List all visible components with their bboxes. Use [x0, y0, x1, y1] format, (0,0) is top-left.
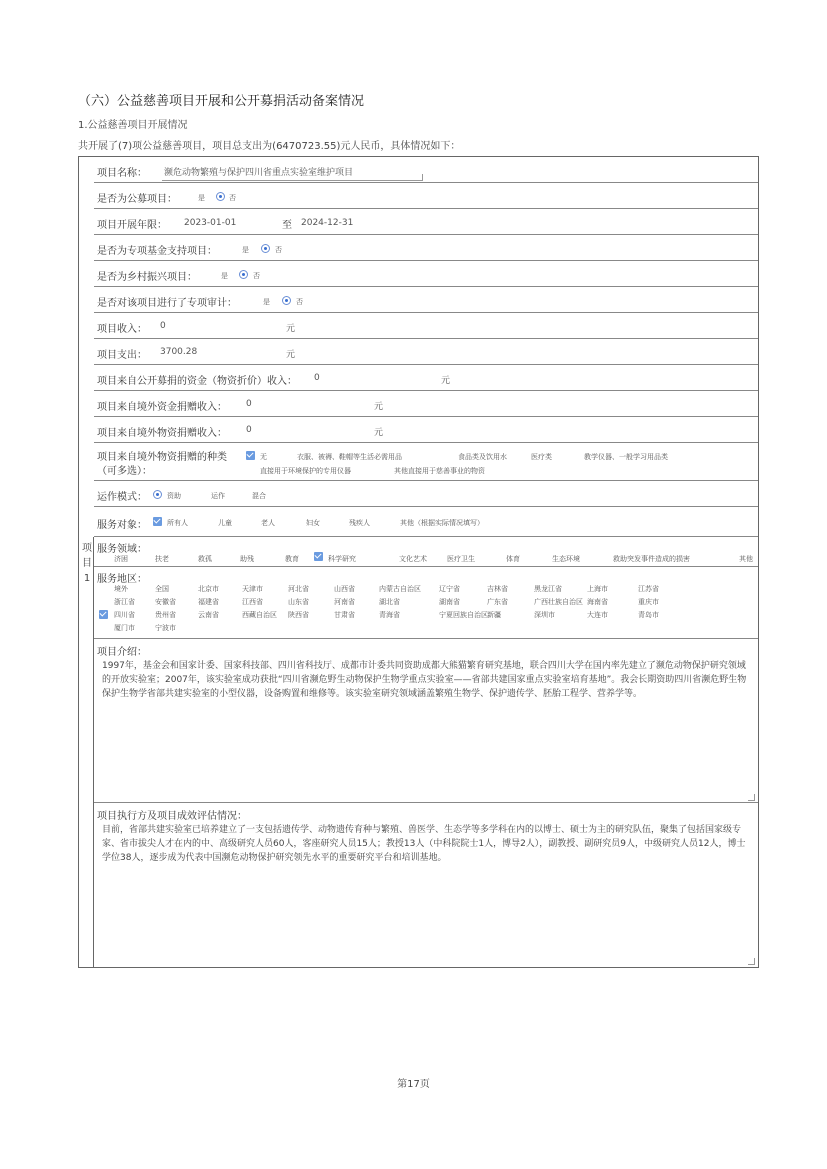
region-option: 内蒙古自治区 — [379, 585, 421, 593]
project-name-underline — [162, 179, 420, 181]
field-option-0: 济困 — [114, 555, 128, 563]
region-option: 天津市 — [242, 585, 263, 593]
foreign-goods-label: 项目来自境外物资捐赠收入： — [97, 428, 227, 439]
region-option: 四川省 — [114, 611, 135, 619]
project-name-value[interactable]: 濒危动物繁殖与保护四川省重点实验室维护项目 — [164, 168, 354, 178]
region-option: 海南省 — [587, 598, 608, 606]
goods-option-3: 医疗类 — [531, 453, 552, 461]
region-option: 广西壮族自治区 — [534, 598, 583, 606]
rural-no-text: 否 — [253, 272, 260, 280]
row-special-fund — [94, 235, 758, 261]
target-all-checkbox[interactable] — [153, 517, 162, 526]
foreign-fund-label: 项目来自境外资金捐赠收入： — [97, 402, 227, 413]
field-science-checkbox[interactable] — [314, 552, 323, 561]
public-bid-label: 是否为公募项目： — [97, 194, 177, 205]
region-option: 吉林省 — [487, 585, 508, 593]
side-label: 项目1 — [82, 543, 92, 584]
expense-value[interactable]: 3700.28 — [160, 347, 198, 357]
region-option: 青海省 — [379, 611, 400, 619]
audit-yes-text: 是 — [263, 298, 270, 306]
section-heading: （六）公益慈善项目开展和公开募捐活动备案情况 — [78, 94, 365, 109]
resize-handle-icon[interactable] — [748, 794, 755, 801]
foreign-goods-value[interactable]: 0 — [246, 425, 252, 435]
region-option: 重庆市 — [638, 598, 659, 606]
region-option: 湖北省 — [379, 598, 400, 606]
field-option-11: 其他 — [739, 555, 753, 563]
mode-option-2: 混合 — [252, 492, 266, 500]
audit-label: 是否对该项目进行了专项审计： — [97, 298, 237, 309]
region-option: 福建省 — [198, 598, 219, 606]
income-label: 项目收入： — [97, 324, 147, 335]
region-option: 广东省 — [487, 598, 508, 606]
region-option: 上海市 — [587, 585, 608, 593]
goods-option-5: 直接用于环境保护的专用仪器 — [260, 467, 351, 475]
target-label: 服务对象： — [97, 520, 147, 531]
row-goods-type — [94, 443, 758, 481]
row-period — [94, 209, 758, 235]
region-option: 西藏自治区 — [242, 611, 277, 619]
region-option: 新疆 — [487, 611, 501, 619]
public-fund-label: 项目来自公开募捐的资金（物资折价）收入： — [97, 376, 297, 387]
foreign-goods-unit: 元 — [374, 428, 384, 438]
region-option: 河南省 — [334, 598, 355, 606]
intro-text[interactable]: 1997年，基金会和国家计委、国家科技部、四川省科技厅、成都市计委共同资助成都大熊猫繁育研究基地，联合四川大学在国内率先建立了濒危动物保护研究领域的开放实验室；2007年，该实验室成功获批“四川省濒危野生动物保护生物学重点实验室——省部共建国家重点实验室培育基地”。我会长期资助四川省濒危野生物保护生物学省部共建实验室的小型仪器，设备购置和维修等。该实验室研究领域涵盖繁殖生物学、保护遗传学、胚胎工程学、营养学等。 — [102, 661, 747, 699]
region-option: 安徽省 — [155, 598, 176, 606]
summary-text: 共开展了(7)项公益慈善项目，项目总支出为(6470723.55)元人民币，具体情况如下： — [78, 141, 461, 152]
row-public-bid — [94, 183, 758, 209]
mode-fund-radio[interactable] — [153, 490, 162, 499]
subsection-title: 1.公益慈善项目开展情况 — [78, 120, 188, 131]
goods-option-4: 教学仪器、一般学习用品类 — [584, 453, 668, 461]
period-start[interactable]: 2023-01-01 — [184, 218, 237, 228]
field-option-9: 生态环境 — [552, 555, 580, 563]
row-target — [94, 507, 758, 537]
region-sichuan-checkbox[interactable] — [99, 610, 108, 619]
row-project-name — [94, 157, 758, 183]
public-fund-unit: 元 — [441, 376, 451, 386]
target-option-1: 儿童 — [218, 519, 232, 527]
public-fund-value[interactable]: 0 — [314, 373, 320, 383]
income-unit: 元 — [286, 324, 296, 334]
public-bid-yes-text: 是 — [198, 194, 205, 202]
resize-handle-icon[interactable] — [416, 174, 423, 181]
target-option-2: 老人 — [261, 519, 275, 527]
region-option: 辽宁省 — [439, 585, 460, 593]
field-option-5: 科学研究 — [328, 555, 356, 563]
expense-unit: 元 — [286, 350, 296, 360]
region-option: 甘肃省 — [334, 611, 355, 619]
project-name-label: 项目名称： — [97, 168, 147, 179]
goods-option-0: 无 — [260, 453, 267, 461]
row-mode — [94, 481, 758, 507]
region-option: 厦门市 — [114, 624, 135, 632]
target-option-5: 其他（根据实际情况填写） — [400, 519, 484, 527]
field-option-1: 扶老 — [155, 555, 169, 563]
page-number: 第17页 — [397, 1079, 430, 1090]
expense-label: 项目支出： — [97, 350, 147, 361]
region-option: 全国 — [155, 585, 169, 593]
region-option: 北京市 — [198, 585, 219, 593]
row-foreign-fund — [94, 391, 758, 417]
row-region — [94, 567, 758, 639]
goods-option-1: 衣服、被褥、鞋帽等生活必需用品 — [297, 453, 402, 461]
target-option-3: 妇女 — [306, 519, 320, 527]
region-option: 山东省 — [288, 598, 309, 606]
region-option: 云南省 — [198, 611, 219, 619]
region-option: 江苏省 — [638, 585, 659, 593]
goods-type-label: 项目来自境外物资捐赠的种类 — [97, 452, 227, 463]
special-fund-no-radio[interactable] — [261, 244, 270, 253]
row-expense — [94, 339, 758, 365]
public-bid-no-text: 否 — [229, 194, 236, 202]
goods-type-label-2: （可多选）： — [97, 466, 152, 477]
region-option: 青岛市 — [638, 611, 659, 619]
period-label: 项目开展年限： — [97, 220, 167, 231]
row-intro — [94, 639, 758, 803]
region-option: 深圳市 — [534, 611, 555, 619]
region-label: 服务地区： — [97, 574, 147, 585]
region-option: 江西省 — [242, 598, 263, 606]
audit-no-radio[interactable] — [282, 296, 291, 305]
region-option: 黑龙江省 — [534, 585, 562, 593]
field-option-2: 救孤 — [198, 555, 212, 563]
region-option: 大连市 — [587, 611, 608, 619]
row-rural — [94, 261, 758, 287]
row-field — [94, 537, 758, 567]
region-option: 宁夏回族自治区 — [439, 611, 488, 619]
region-option: 山西省 — [334, 585, 355, 593]
mode-option-0: 资助 — [167, 492, 181, 500]
income-value[interactable]: 0 — [160, 321, 166, 331]
special-fund-no-text: 否 — [275, 246, 282, 254]
field-label: 服务领域： — [97, 544, 147, 555]
region-option: 贵州省 — [155, 611, 176, 619]
target-option-0: 所有人 — [167, 519, 188, 527]
region-option: 陕西省 — [288, 611, 309, 619]
field-option-6: 文化艺术 — [399, 555, 427, 563]
rural-label: 是否为乡村振兴项目： — [97, 272, 197, 283]
foreign-fund-unit: 元 — [374, 402, 384, 412]
audit-no-text: 否 — [296, 298, 303, 306]
special-fund-label: 是否为专项基金支持项目： — [97, 246, 217, 257]
row-public-fund — [94, 365, 758, 391]
side-column — [79, 537, 94, 967]
region-option: 湖南省 — [439, 598, 460, 606]
mode-label: 运作模式： — [97, 492, 147, 503]
public-bid-no-radio[interactable] — [216, 192, 225, 201]
field-option-10: 救助突发事件造成的损害 — [613, 555, 690, 563]
target-option-4: 残疾人 — [349, 519, 370, 527]
foreign-fund-value[interactable]: 0 — [246, 399, 252, 409]
row-foreign-goods — [94, 417, 758, 443]
goods-none-checkbox[interactable] — [246, 451, 255, 460]
field-option-7: 医疗卫生 — [447, 555, 475, 563]
intro-label: 项目介绍： — [97, 647, 147, 658]
evaluation-label: 项目执行方及项目成效评估情况： — [97, 811, 247, 822]
row-income — [94, 313, 758, 339]
goods-option-2: 食品类及饮用水 — [458, 453, 507, 461]
row-evaluation — [94, 803, 758, 967]
special-fund-yes-text: 是 — [242, 246, 249, 254]
period-to: 至 — [282, 220, 292, 231]
region-option: 河北省 — [288, 585, 309, 593]
field-option-3: 助残 — [240, 555, 254, 563]
region-option: 宁波市 — [155, 624, 176, 632]
evaluation-text[interactable]: 目前，省部共建实验室已培养建立了一支包括遗传学、动物遗传育种与繁殖、兽医学、生态学等多学科在内的以博士、硕士为主的研究队伍，聚集了包括国家级专家、省市拔尖人才在内的中、高级研究人员60人，客座研究人员15人；教授13人（中科院院士1人，博导2人），副教授、副研究员9人，中级研究人员12人，博士学位38人，逐步成为代表中国濒危动物保护研究领先水平的重要研究平台和培训基地。 — [102, 825, 746, 863]
row-audit — [94, 287, 758, 313]
goods-option-6: 其他直接用于慈善事业的物资 — [394, 467, 485, 475]
rural-yes-text: 是 — [221, 272, 228, 280]
region-option: 境外 — [114, 585, 128, 593]
field-option-8: 体育 — [506, 555, 520, 563]
mode-option-1: 运作 — [211, 492, 225, 500]
rural-no-radio[interactable] — [239, 270, 248, 279]
region-option: 浙江省 — [114, 598, 135, 606]
project-form — [78, 156, 759, 968]
resize-handle-icon[interactable] — [748, 958, 755, 965]
period-end[interactable]: 2024-12-31 — [301, 218, 354, 228]
field-option-4: 教育 — [285, 555, 299, 563]
